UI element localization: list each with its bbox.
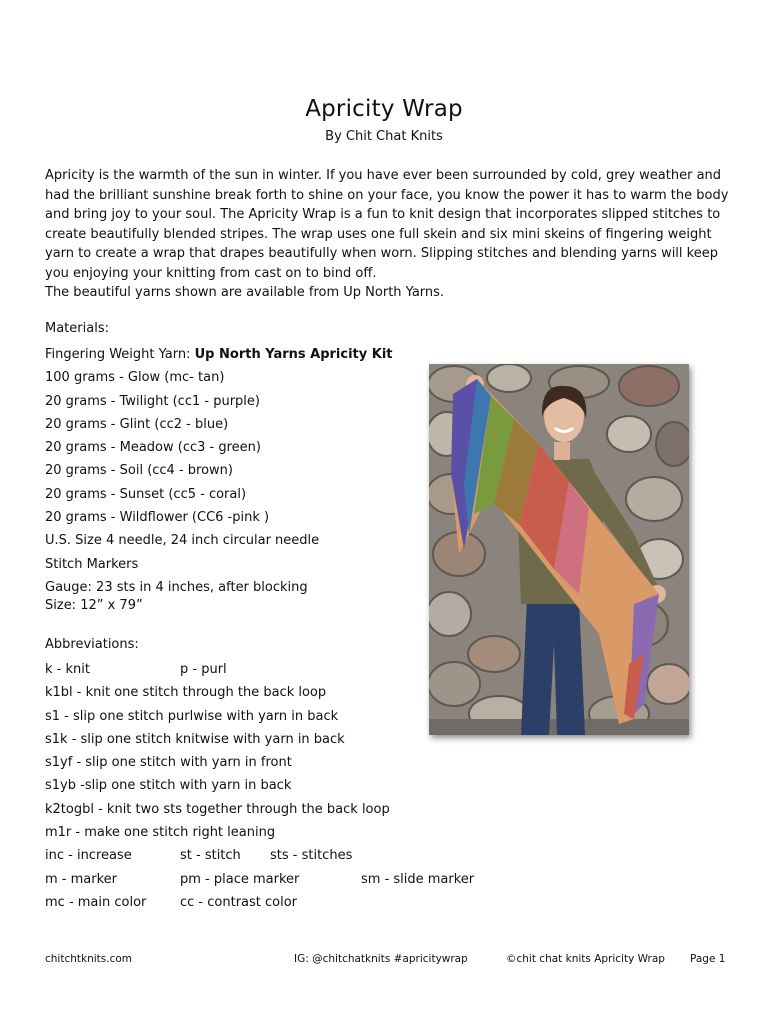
abbr-inc: inc - increase [45,848,132,864]
abbr-row: s1yf - slip one stitch with yarn in front [45,755,292,771]
abbr-row: s1 - slip one stitch purlwise with yarn in back [45,708,339,724]
abbr-row: s1k - slip one stitch knitwise with yarn in back [45,731,345,747]
materials-heading: Materials: [45,321,109,336]
abbr-pm: pm - place marker [180,871,300,887]
abbr-row: k1bl - knit one stitch through the back loop [45,685,327,701]
yarn-weight-label: Fingering Weight Yarn: [45,347,195,362]
size-text: Size: 12” x 79” [45,598,143,613]
intro-section [45,166,731,303]
abbr-row: s1yb -slip one stitch with yarn in back [45,778,292,794]
yarn-weight-line [45,345,425,368]
yarn-source-note: The beautiful yarns shown are available from Up North Yarns. [45,285,445,300]
footer-page-number: Page 1 [690,953,726,965]
abbr-row [45,870,545,893]
abbr-mc: mc - main color [45,894,147,910]
wrap-photo [429,364,689,735]
footer-website[interactable]: chitchtknits.com [45,953,133,965]
material-item: 20 grams - Sunset (cc5 - coral) [45,486,247,502]
material-item: 20 grams - Meadow (cc3 - green) [45,440,261,456]
footer-instagram: IG: @chitchatknits #apricitywrap [294,953,468,965]
abbr-row [45,846,545,869]
page-footer [45,953,725,969]
abbreviations-heading: Abbreviations: [45,637,139,652]
abbr-m: m - marker [45,871,118,887]
abbr-row: m1r - make one stitch right leaning [45,825,276,841]
material-item: 20 grams - Twilight (cc1 - purple) [45,393,260,409]
abbr-sts: sts - stitches [270,848,353,864]
materials-list [45,345,425,578]
footer-copyright: ©chit chat knits Apricity Wrap [506,953,665,965]
abbr-sm: sm - slide marker [361,871,475,887]
abbr-row [45,893,545,916]
material-item: 100 grams - Glow (mc- tan) [45,370,225,386]
material-item: Stitch Markers [45,556,139,572]
gauge-text: Gauge: 23 sts in 4 inches, after blocking [45,580,308,595]
material-item: 20 grams - Glint (cc2 - blue) [45,416,229,432]
abbr-k: k - knit [45,662,90,677]
pattern-byline: By Chit Chat Knits [325,129,443,144]
gauge-and-size [45,579,308,615]
material-item: 20 grams - Soil (cc4 - brown) [45,463,233,479]
yarn-kit-name: Up North Yarns Apricity Kit [194,347,393,362]
abbr-st: st - stitch [180,848,241,864]
abbr-cc: cc - contrast color [180,894,298,910]
abbr-p: p - purl [180,662,227,677]
material-item: U.S. Size 4 needle, 24 inch circular needle [45,533,320,549]
intro-paragraph: Apricity is the warmth of the sun in winter. If you have ever been surrounded by cold, grey weather and had the brilliant sunshine break forth to shine on your face, you know the power it has to warm the body and bring joy to your soul. The Apricity Wrap is a fun to knit design that incorporates slipped stitches to create beautifully blended stripes. The wrap uses one full skein and six mini skeins of fingering weight yarn to create a wrap that drapes beautifully when worn. Slipping stitches and blending yarns will keep you enjoying your knitting from cast on to bind off. [45,168,729,281]
abbr-row: k2togbl - knit two sts together through the back loop [45,801,390,817]
pattern-title: Apricity Wrap [305,96,463,122]
material-item: 20 grams - Wildflower (CC6 -pink ) [45,510,270,526]
